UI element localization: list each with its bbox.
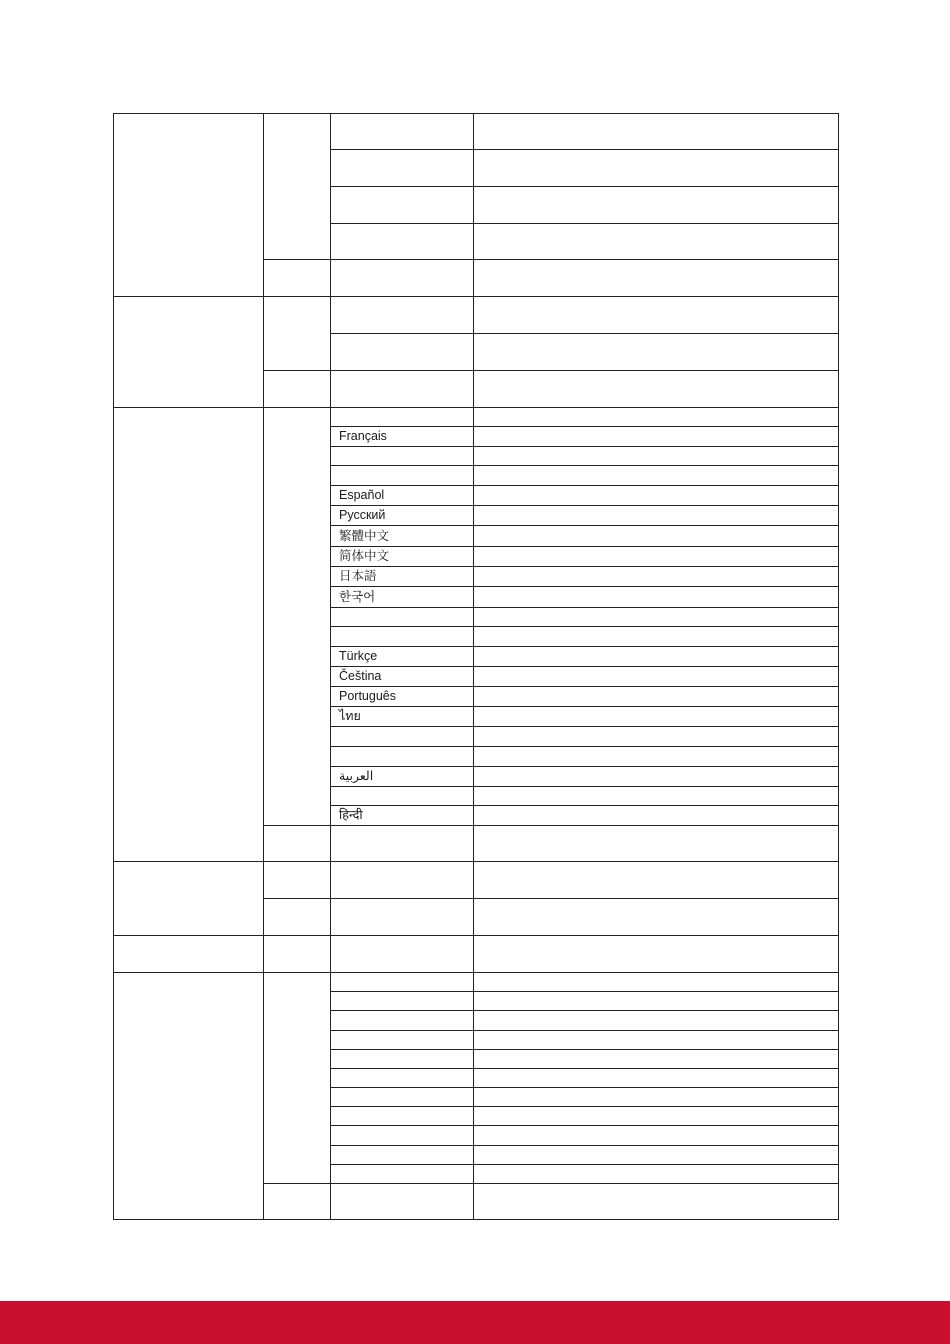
setting-cell: [330, 1145, 474, 1165]
description-cell: [473, 786, 839, 806]
submenu-cell: [263, 1183, 331, 1220]
description-cell: [473, 149, 839, 187]
language-option-label: 한국어: [339, 589, 376, 604]
description-cell: [473, 566, 839, 587]
description-cell: [473, 333, 839, 371]
language-option-cell: [330, 546, 474, 567]
language-option-cell: [330, 746, 474, 767]
language-option-cell: [330, 505, 474, 526]
language-option-cell: [330, 666, 474, 687]
submenu-cell: [263, 259, 331, 297]
language-option-label: Русский: [339, 508, 386, 523]
setting-cell: [330, 898, 474, 936]
description-cell: [473, 972, 839, 992]
language-option-label: العربية: [339, 769, 374, 784]
setting-cell: [330, 296, 474, 334]
language-option-label: Čeština: [339, 669, 382, 684]
menu-group-cell: [113, 972, 264, 1220]
language-option-label: Español: [339, 488, 385, 503]
description-cell: [473, 370, 839, 408]
description-cell: [473, 113, 839, 150]
setting-cell: [330, 991, 474, 1011]
language-option-cell: [330, 446, 474, 466]
description-cell: [473, 1068, 839, 1088]
setting-cell: [330, 1049, 474, 1069]
setting-cell: [330, 149, 474, 187]
description-cell: [473, 525, 839, 547]
description-cell: [473, 186, 839, 224]
language-option-cell: [330, 607, 474, 627]
language-option-cell: [330, 626, 474, 647]
setting-cell: [330, 935, 474, 973]
setting-cell: [330, 825, 474, 862]
setting-cell: [330, 1010, 474, 1031]
language-option-cell: [330, 646, 474, 667]
setting-cell: [330, 370, 474, 408]
description-cell: [473, 1049, 839, 1069]
description-cell: [473, 666, 839, 687]
description-cell: [473, 626, 839, 647]
description-cell: [473, 407, 839, 427]
menu-group-cell: [113, 935, 264, 973]
description-cell: [473, 1106, 839, 1126]
language-option-label: Türkçe: [339, 649, 378, 664]
language-option-cell: [330, 786, 474, 806]
language-option-label: ไทย: [339, 709, 361, 724]
setting-cell: [330, 1068, 474, 1088]
setting-cell: [330, 333, 474, 371]
language-option-cell: [330, 805, 474, 826]
setting-cell: [330, 1125, 474, 1146]
language-option-cell: [330, 426, 474, 447]
description-cell: [473, 1183, 839, 1220]
submenu-cell: [263, 370, 331, 408]
submenu-cell: [263, 113, 331, 260]
description-cell: [473, 465, 839, 486]
menu-group-cell: [113, 113, 264, 297]
description-cell: [473, 706, 839, 727]
submenu-cell: [263, 825, 331, 862]
description-cell: [473, 766, 839, 787]
submenu-cell: [263, 898, 331, 936]
setting-cell: [330, 223, 474, 260]
setting-cell: [330, 972, 474, 992]
description-cell: [473, 935, 839, 973]
language-option-label: 繁體中文: [339, 528, 390, 543]
setting-cell: [330, 259, 474, 297]
language-option-label: 日本語: [339, 569, 377, 584]
description-cell: [473, 898, 839, 936]
description-cell: [473, 1030, 839, 1050]
menu-group-cell: [113, 296, 264, 408]
description-cell: [473, 586, 839, 608]
description-cell: [473, 746, 839, 767]
language-option-cell: [330, 566, 474, 587]
setting-cell: [330, 113, 474, 150]
menu-group-cell: [113, 861, 264, 936]
setting-cell: [330, 1164, 474, 1184]
description-cell: [473, 1145, 839, 1165]
language-option-label: Português: [339, 689, 396, 704]
description-cell: [473, 861, 839, 899]
submenu-cell: [263, 296, 331, 371]
submenu-cell: [263, 861, 331, 899]
submenu-cell: [263, 407, 331, 826]
description-cell: [473, 686, 839, 707]
setting-cell: [330, 1183, 474, 1220]
setting-cell: [330, 861, 474, 899]
description-cell: [473, 505, 839, 526]
description-cell: [473, 1010, 839, 1031]
description-cell: [473, 546, 839, 567]
language-option-cell: [330, 686, 474, 707]
description-cell: [473, 223, 839, 260]
language-option-label: हिन्दी: [339, 808, 363, 823]
setting-cell: [330, 1087, 474, 1107]
description-cell: [473, 426, 839, 447]
submenu-cell: [263, 935, 331, 973]
submenu-cell: [263, 972, 331, 1184]
language-option-cell: [330, 407, 474, 427]
setting-cell: [330, 1106, 474, 1126]
description-cell: [473, 1087, 839, 1107]
description-cell: [473, 825, 839, 862]
description-cell: [473, 646, 839, 667]
language-option-label: Français: [339, 429, 387, 444]
description-cell: [473, 446, 839, 466]
language-option-cell: [330, 485, 474, 506]
language-option-cell: [330, 766, 474, 787]
setting-cell: [330, 1030, 474, 1050]
description-cell: [473, 805, 839, 826]
language-option-label: 简体中文: [339, 549, 390, 564]
language-option-cell: [330, 525, 474, 547]
description-cell: [473, 1164, 839, 1184]
language-option-cell: [330, 726, 474, 747]
description-cell: [473, 726, 839, 747]
description-cell: [473, 485, 839, 506]
footer-bar: [0, 1301, 950, 1344]
setting-cell: [330, 186, 474, 224]
description-cell: [473, 607, 839, 627]
language-option-cell: [330, 706, 474, 727]
description-cell: [473, 259, 839, 297]
description-cell: [473, 296, 839, 334]
language-option-cell: [330, 586, 474, 608]
language-option-cell: [330, 465, 474, 486]
description-cell: [473, 1125, 839, 1146]
description-cell: [473, 991, 839, 1011]
menu-group-cell: [113, 407, 264, 862]
